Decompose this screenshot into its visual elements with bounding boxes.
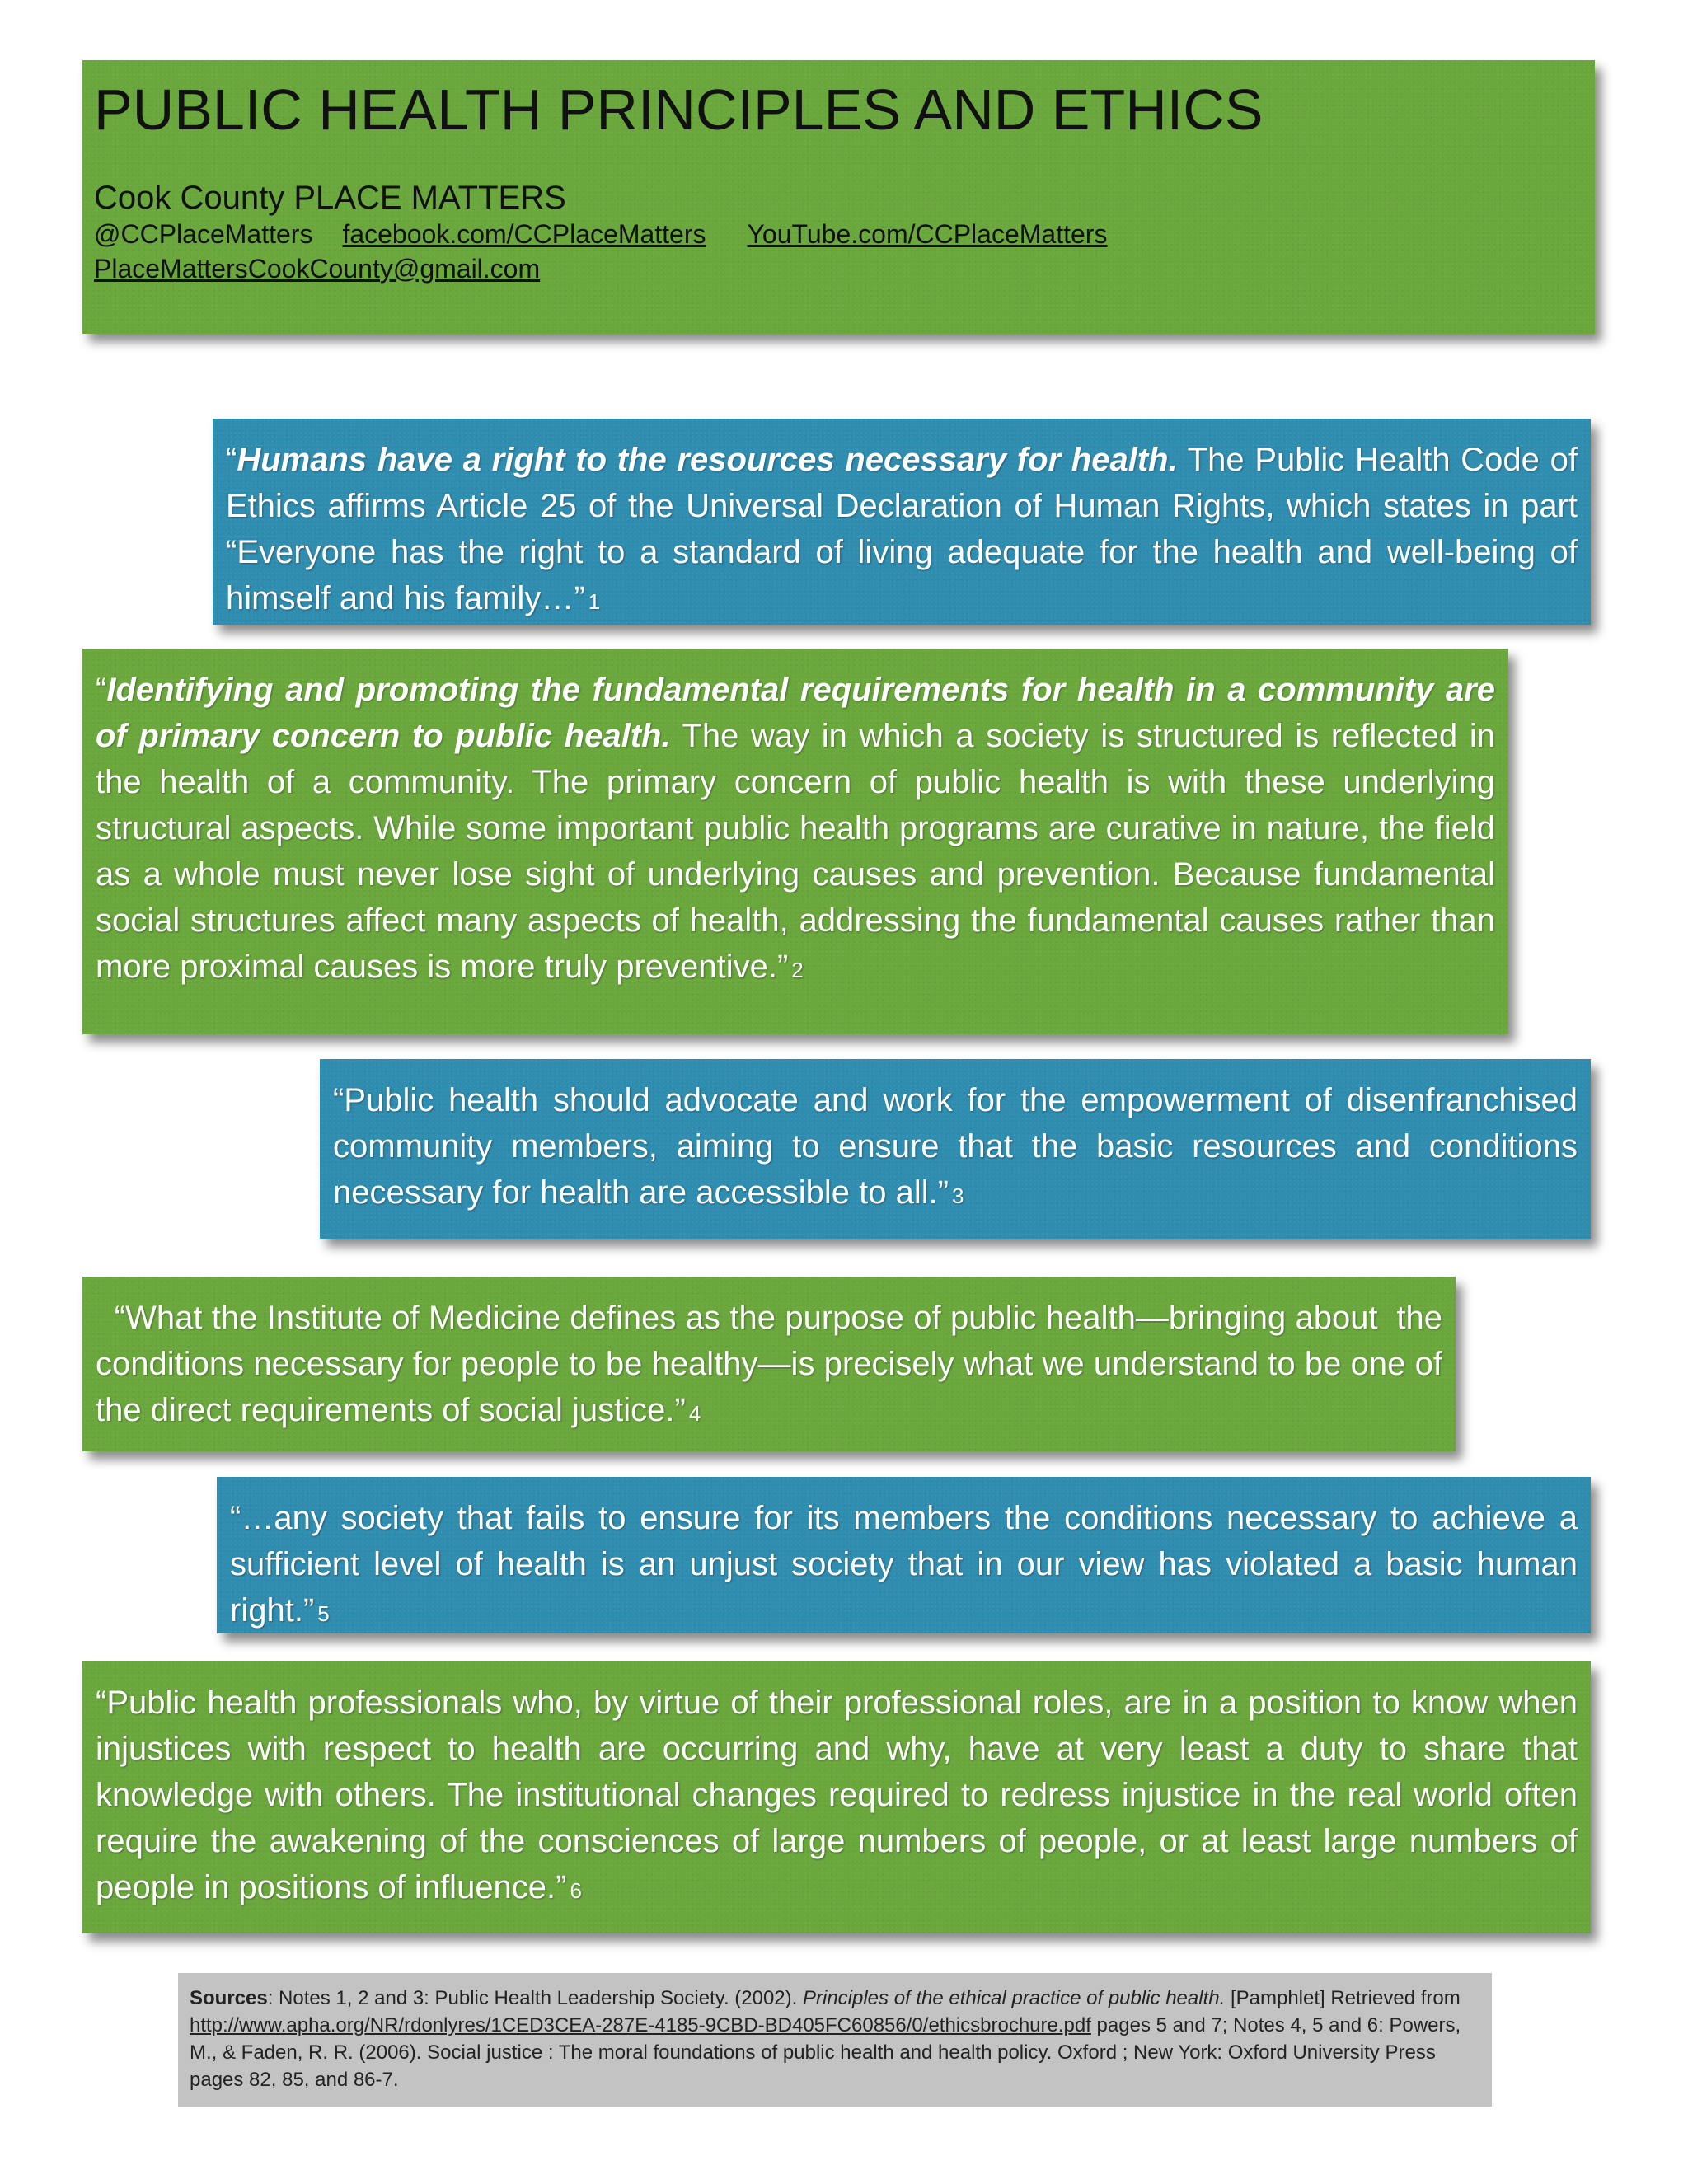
youtube-link[interactable]: YouTube.com/CCPlaceMatters bbox=[747, 219, 1108, 249]
quote-box-1 bbox=[213, 419, 1591, 625]
header-banner bbox=[82, 60, 1595, 334]
quote-box-2 bbox=[82, 649, 1508, 1034]
email-line bbox=[94, 252, 1583, 287]
contact-line bbox=[94, 218, 1583, 252]
facebook-link[interactable]: facebook.com/CCPlaceMatters bbox=[342, 219, 706, 249]
sources-link[interactable]: http://www.apha.org/NR/rdonlyres/1CED3CEA-287E-4185-9CBD-BD405FC60856/0/ethicsbrochure.pdf bbox=[190, 2014, 1091, 2036]
quote-text: The Public Health Code of Ethics affirms Article 25 of the Universal Declaration of Human Rights, which states in part “Everyone has the right to a standard of living adequate for the health and well-being of himself and his family…” bbox=[226, 442, 1578, 616]
quote-box-5 bbox=[217, 1477, 1591, 1633]
sources-text-1: : Notes 1, 2 and 3: Public Health Leadership Society. (2002). bbox=[267, 1987, 803, 2009]
quote-open-mark: “ bbox=[96, 672, 107, 708]
footnote-number: 1 bbox=[588, 589, 601, 614]
quote-box-4 bbox=[82, 1277, 1456, 1451]
quote-box-6 bbox=[82, 1661, 1591, 1933]
sources-box bbox=[178, 1973, 1492, 2107]
organization-name: Cook County PLACE MATTERS bbox=[94, 180, 566, 216]
email-link[interactable]: PlaceMattersCookCounty@gmail.com bbox=[94, 253, 541, 284]
quote-emphasis: Humans have a right to the resources necessary for health. bbox=[237, 442, 1178, 478]
quote-text: “What the Institute of Medicine defines as the purpose of public health—bringing about the conditions necessary for people to be healthy—is precisely what we understand to be one of the direct requirements of social justice.” bbox=[96, 1300, 1452, 1428]
sources-text-2: [Pamphlet] Retrieved from bbox=[1225, 1987, 1461, 2009]
page-title: PUBLIC HEALTH PRINCIPLES AND ETHICS bbox=[94, 77, 1264, 142]
footnote-number: 4 bbox=[688, 1401, 701, 1426]
quote-box-3 bbox=[320, 1059, 1591, 1239]
quote-open-mark: “ bbox=[226, 442, 237, 478]
footnote-number: 6 bbox=[570, 1878, 582, 1903]
quote-text: “Public health should advocate and work for the empowerment of disenfranchised community members, aiming to ensure that the basic resources and conditions necessary for health are accessible to all.” bbox=[333, 1082, 1578, 1211]
quote-emphasis: Identifying and promoting the fundamental requirements for health in a community are of primary concern to public health. bbox=[96, 672, 1495, 754]
quote-text: “…any society that fails to ensure for its members the conditions necessary to achieve a sufficient level of health is an unjust society that in our view has violated a basic human right.” bbox=[230, 1500, 1578, 1629]
twitter-handle: @CCPlaceMatters bbox=[94, 219, 313, 249]
sources-label: Sources bbox=[190, 1987, 268, 2009]
quote-text: The way in which a society is structured is reflected in the health of a community. The primary concern of public health is with these underlying structural aspects. While some important public health programs are curative in nature, the field as a whole must never lose sight of underlying causes and prevention. Because fundamental social structures affect many aspects of health, addressing the fundamental causes rather than more proximal causes is more truly preventive.” bbox=[96, 718, 1495, 985]
footnote-number: 2 bbox=[791, 958, 804, 982]
quote-text: “Public health professionals who, by virtue of their professional roles, are in a position to know when injustices with respect to health are occurring and why, have at very least a duty to share that knowledge with others. The institutional changes required to redress injustice in the real world often require the awakening of the consciences of large numbers of people, or at least large numbers of people in positions of influence.” bbox=[96, 1685, 1578, 1905]
footnote-number: 5 bbox=[317, 1601, 330, 1626]
sources-title: Principles of the ethical practice of public health. bbox=[802, 1987, 1226, 2009]
sources-text-3: pages 5 and 7; Notes 4, 5 and 6: Powers, M., & Faden, R. R. (2006). Social justice : The moral foundations of public health and health policy. Oxford ; New York: Oxford University Press pages 82, 85, and 86-7. bbox=[190, 2014, 1461, 2091]
footnote-number: 3 bbox=[952, 1183, 964, 1208]
